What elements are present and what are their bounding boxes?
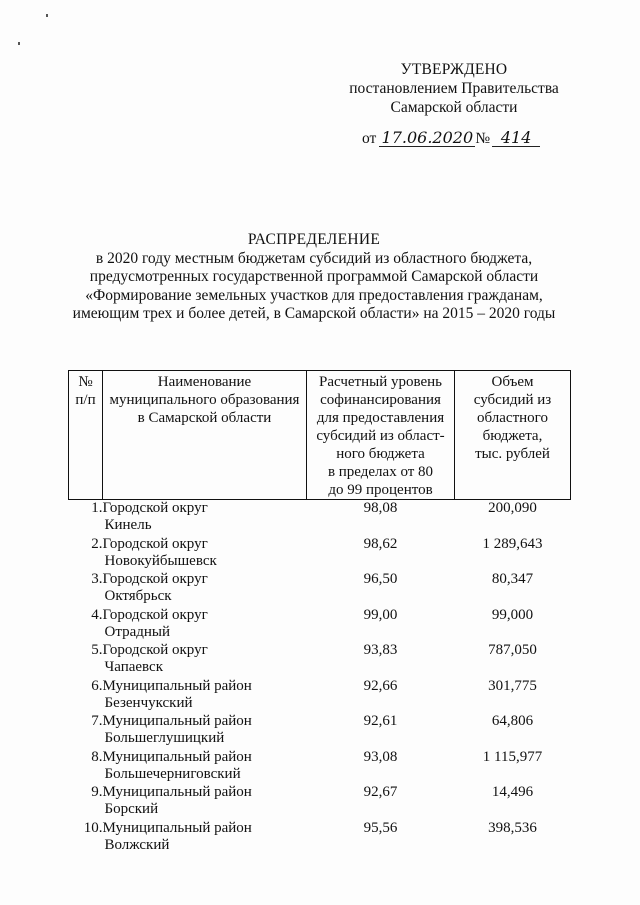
row-level: 92,66 <box>363 677 398 694</box>
table-row <box>69 571 571 607</box>
approval-stamp <box>340 60 568 117</box>
row-volume: 398,536 <box>488 819 537 836</box>
row-name: Муниципальный район Безенчукский <box>102 677 252 711</box>
row-volume: 787,050 <box>488 642 537 658</box>
row-name: Городской округ Отрадный <box>102 606 208 640</box>
row-level: 99,00 <box>363 606 398 623</box>
scan-speck <box>46 14 48 17</box>
title-heading: РАСПРЕДЕЛЕНИЕ <box>247 231 381 248</box>
date-prefix: от <box>362 130 377 147</box>
row-volume: 80,347 <box>491 571 534 587</box>
row-name: Городской округ Чапаевск <box>102 642 208 675</box>
row-level: 92,67 <box>363 784 398 800</box>
row-name: Муниципальный район Большечерниговский <box>102 748 252 782</box>
approval-line-2: Самарской области <box>390 99 518 116</box>
header-level: Расчетный уровень софинансирования для предоставления субсидий из област- ного бюджета в пределах от 80 до 99 процентов <box>307 371 455 500</box>
table-row <box>69 642 571 678</box>
table-row <box>69 536 571 572</box>
row-level: 93,83 <box>363 642 398 658</box>
row-name: Муниципальный район Волжский <box>102 819 252 853</box>
table-row <box>69 820 571 856</box>
table-row <box>69 607 571 643</box>
title-line-2: предусмотренных государственной программой Самарской области <box>89 268 539 285</box>
table-row <box>69 749 571 785</box>
row-num: 8. <box>91 748 103 765</box>
row-num: 10. <box>83 819 103 836</box>
row-name: Городской округ Новокуйбышевск <box>102 535 217 569</box>
header-num: № п/п <box>69 371 103 500</box>
row-level: 95,56 <box>363 819 398 836</box>
table-header-row <box>69 371 571 500</box>
row-level: 93,08 <box>363 748 398 765</box>
row-num: 4. <box>91 606 103 623</box>
row-num: 3. <box>91 571 103 587</box>
row-volume: 1 289,643 <box>482 535 543 552</box>
title-line-4: имеющим трех и более детей, в Самарской области» на 2015 – 2020 годы <box>72 305 556 322</box>
row-level: 96,50 <box>363 571 398 587</box>
number-prefix: № <box>475 130 491 147</box>
row-volume: 64,806 <box>491 713 534 729</box>
handwritten-date: 17.06.2020 <box>379 130 475 147</box>
row-level: 98,08 <box>363 500 398 516</box>
table-row <box>69 500 571 536</box>
row-num: 7. <box>91 713 103 729</box>
table-row <box>69 713 571 749</box>
scan-speck <box>18 42 20 45</box>
row-volume: 99,000 <box>491 606 534 623</box>
title-line-1: в 2020 году местным бюджетам субсидий из областного бюджета, <box>95 249 533 267</box>
row-name: Городской округ Октябрьск <box>102 571 208 604</box>
row-num: 2. <box>91 535 103 552</box>
table-row <box>69 784 571 820</box>
row-name: Муниципальный район Борский <box>102 784 252 817</box>
row-volume: 1 115,977 <box>482 748 543 765</box>
approval-line-1: постановлением Правительства <box>349 80 559 97</box>
table-row <box>69 678 571 714</box>
approval-heading: УТВЕРЖДЕНО <box>400 61 508 78</box>
handwritten-number: 414 <box>492 130 540 147</box>
row-level: 92,61 <box>363 713 398 729</box>
row-num: 9. <box>91 784 103 800</box>
row-volume: 301,775 <box>488 677 537 694</box>
row-num: 6. <box>91 677 103 694</box>
row-volume: 14,496 <box>491 784 534 800</box>
header-volume: Объем субсидий из областного бюджета, тыс. рублей <box>455 371 571 500</box>
document-title <box>60 231 568 324</box>
approval-date-line <box>362 130 540 148</box>
row-level: 98,62 <box>363 535 398 552</box>
row-volume: 200,090 <box>488 500 537 516</box>
row-num: 1. <box>91 500 103 516</box>
row-name: Муниципальный район Большеглушицкий <box>102 713 252 746</box>
title-line-3: «Формирование земельных участков для предоставления гражданам, <box>85 286 543 304</box>
row-num: 5. <box>91 642 103 658</box>
distribution-table <box>68 370 571 855</box>
row-name: Городской округ Кинель <box>102 500 208 533</box>
header-name: Наименование муниципального образования в Самарской области <box>103 371 307 500</box>
